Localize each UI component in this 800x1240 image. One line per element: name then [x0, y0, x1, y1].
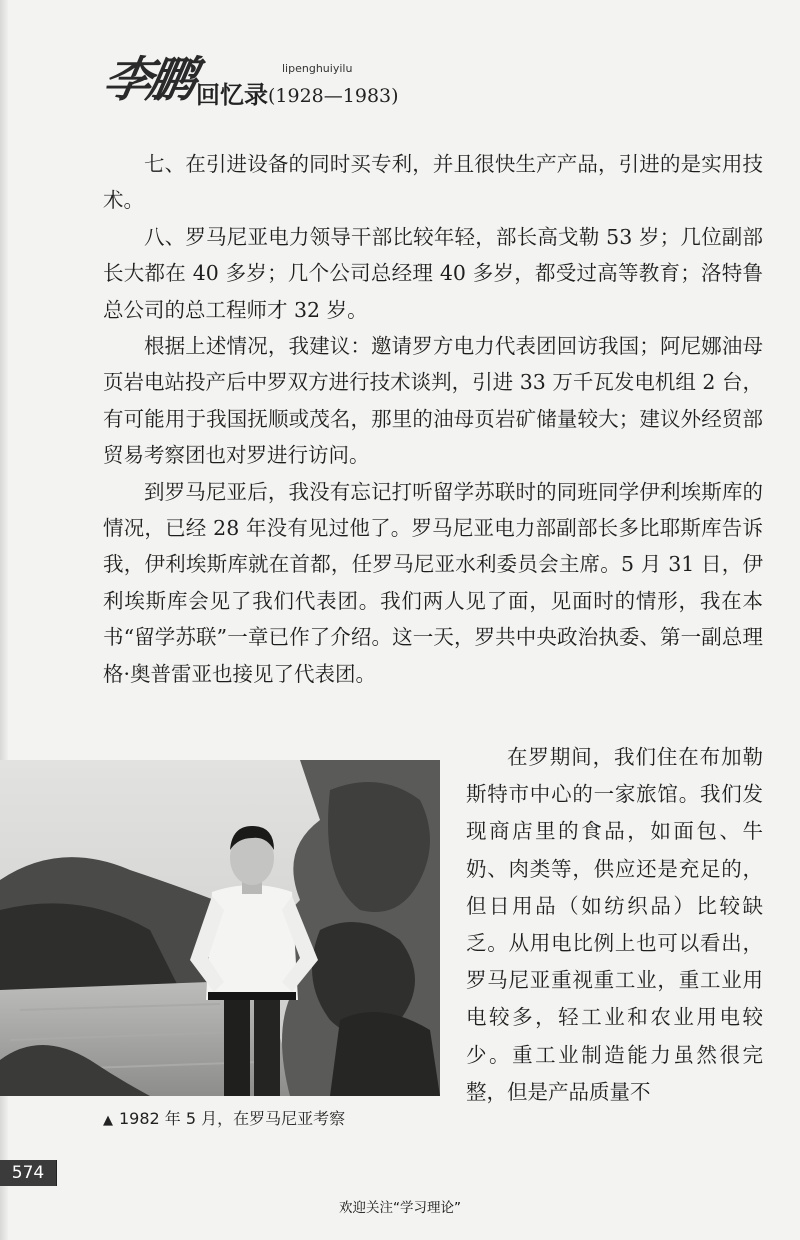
book-years: (1928—1983): [268, 85, 399, 107]
side-body-text: [466, 739, 763, 1111]
header-pinyin: lipenghuiyilu: [282, 62, 353, 75]
footer-watermark: 欢迎关注“学习理论”: [339, 1200, 461, 1216]
paragraph: 到罗马尼亚后，我没有忘记打听留学苏联时的同班同学伊利埃斯库的情况，已经 28 年没有见过他了。罗马尼亚电力部副部长多比耶斯库告诉我，伊利埃斯库就在首都，任罗马尼亚水利委员会主席。5 月 31 日，伊利埃斯库会见了我们代表团。我们两人见了面，见面时的情形，我在本书“留学苏联”一章已作了介绍。这一天，罗共中央政治执委、第一副总理格·奥普雷亚也接见了代表团。: [103, 479, 763, 686]
caption-triangle-icon: ▲: [103, 1113, 113, 1128]
paragraph: 在罗期间，我们住在布加勒斯特市中心的一家旅馆。我们发现商店里的食品，如面包、牛奶、肉类等，供应还是充足的，但日用品（如纺织品）比较缺乏。从用电比例上也可以看出，罗马尼亚重视重工业，重工业用电较多，轻工业和农业用电较少。重工业制造能力虽然很完整，但是产品质量不: [466, 745, 763, 1104]
photo-man-by-river: [0, 760, 440, 1096]
page-number: 574: [0, 1160, 57, 1186]
main-body-text: [103, 146, 763, 692]
paragraph: 八、罗马尼亚电力领导干部比较年轻，部长高戈勒 53 岁；几位副部长大都在 40 多岁；几个公司总经理 40 多岁，都受过高等教育；洛特鲁总公司的总工程师才 32 岁。: [103, 224, 763, 322]
paragraph: 根据上述情况，我建议：邀请罗方电力代表团回访我国；阿尼娜油母页岩电站投产后中罗双方进行技术谈判，引进 33 万千瓦发电机组 2 台，有可能用于我国抚顺或茂名，那里的油母页岩矿储量较大；建议外经贸部贸易考察团也对罗进行访问。: [103, 334, 763, 468]
photo-illustration: [0, 760, 440, 1096]
photo-caption: [103, 1106, 345, 1129]
author-calligraphy-logo: 李鹏: [99, 52, 197, 108]
paragraph: 七、在引进设备的同时买专利，并且很快生产产品，引进的是实用技术。: [103, 152, 763, 213]
caption-text: 1982 年 5 月，在罗马尼亚考察: [119, 1109, 346, 1128]
running-header: [96, 52, 496, 114]
book-title: 回忆录: [196, 80, 268, 109]
